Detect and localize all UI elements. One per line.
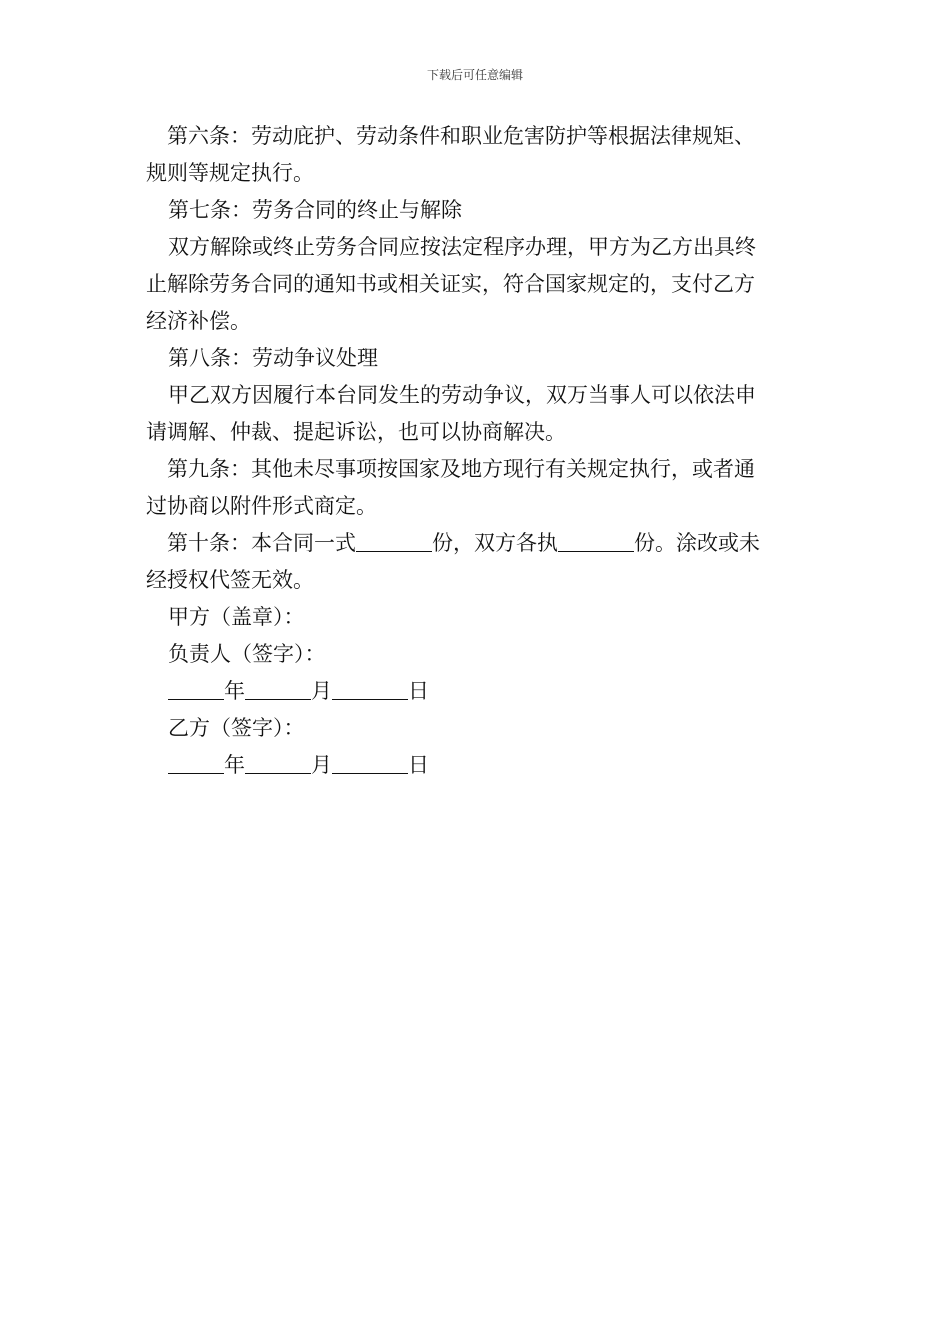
article-8-line-2: 请调解、仲裁、提起诉讼，也可以协商解决。 (146, 420, 566, 444)
article-8-line-1: 甲乙双方因履行本台同发生的劳动争议，双万当事人可以依法申 (168, 383, 756, 407)
party-a-date-line (146, 673, 810, 710)
party-b-date-line (146, 747, 810, 784)
article-7-line-2: 止解除劳务合同的通知书或相关证实，符合国家规定的，支付乙方 (146, 272, 755, 296)
article-10-part-2: 份，双方各执 (432, 531, 558, 555)
article-6-line-1: 第六条：劳动庇护、劳动条件和职业危害防护等根据法律规矩、 (167, 124, 755, 148)
article-9-line-2: 过协商以附件形式商定。 (146, 494, 377, 518)
party-b-label: 乙方（签字）： (168, 716, 305, 740)
article-10-part-3: 份。涂改或未 (634, 531, 760, 555)
month-blank[interactable] (245, 679, 311, 700)
day-label: 日 (408, 753, 429, 777)
article-6-line-2: 规则等规定执行。 (146, 161, 314, 185)
article-10-line-1 (146, 525, 810, 562)
copies-total-blank[interactable] (356, 531, 432, 552)
article-9-line-1: 第九条：其他未尽事项按国家及地方现行有关规定执行，或者通 (167, 457, 755, 481)
contract-body (146, 118, 810, 784)
month-blank[interactable] (245, 753, 311, 774)
page-header: 下载后可任意编辑 (426, 68, 523, 82)
year-label: 年 (224, 753, 245, 777)
year-blank[interactable] (168, 753, 224, 774)
article-10-part-1: 第十条：本合同一式 (167, 531, 356, 555)
article-8-title: 第八条：劳动争议处理 (168, 346, 378, 370)
article-7-title: 第七条：劳务合同的终止与解除 (168, 198, 462, 222)
day-blank[interactable] (332, 679, 408, 700)
month-label: 月 (311, 753, 332, 777)
day-blank[interactable] (332, 753, 408, 774)
month-label: 月 (311, 679, 332, 703)
responsible-person-label: 负责人（签字）： (168, 642, 326, 666)
year-label: 年 (224, 679, 245, 703)
party-a-label: 甲方（盖章）： (168, 605, 305, 629)
article-10-line-2: 经授权代签无效。 (146, 568, 314, 592)
day-label: 日 (408, 679, 429, 703)
year-blank[interactable] (168, 679, 224, 700)
article-7-line-3: 经济补偿。 (146, 309, 251, 333)
copies-each-blank[interactable] (558, 531, 634, 552)
article-7-line-1: 双方解除或终止劳务合同应按法定程序办理，甲方为乙方出具终 (168, 235, 756, 259)
